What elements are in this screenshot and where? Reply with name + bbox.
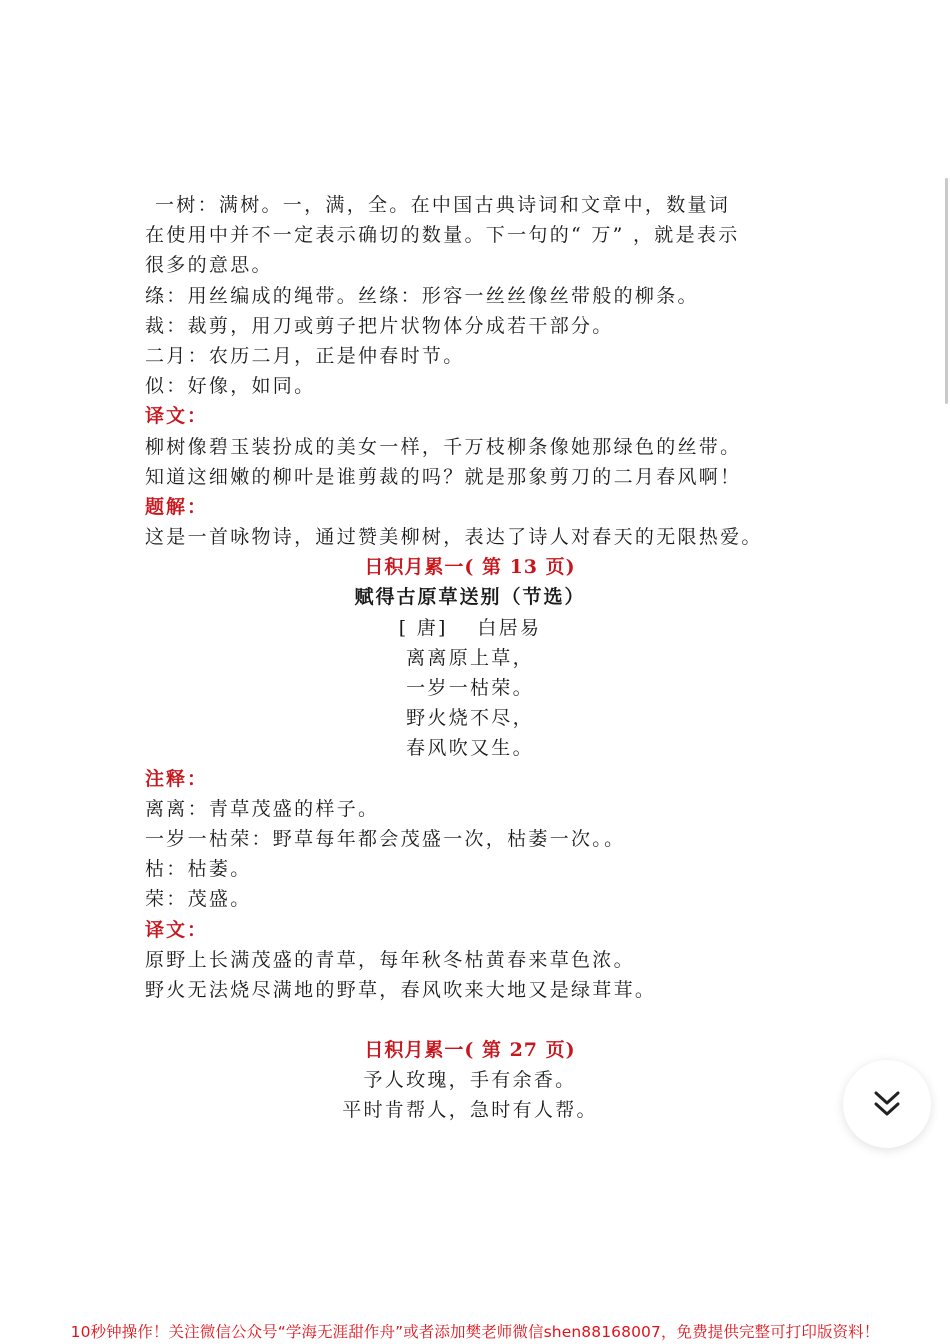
text-line: 似：好像，如同。 bbox=[145, 375, 316, 398]
poem-author: [ 唐] 白居易 bbox=[398, 616, 542, 639]
proverb-line: 予人玫瑰，手有余香。 bbox=[363, 1069, 577, 1092]
translation-line: 柳树像碧玉装扮成的美女一样，千万枝柳条像她那绿色的丝带。 bbox=[145, 435, 742, 458]
translation-line: 野火无法烧尽满地的野草，春风吹来大地又是绿茸茸。 bbox=[145, 978, 657, 1001]
poem-line: 春风吹又生。 bbox=[406, 737, 534, 760]
translation-label: 译文： bbox=[145, 918, 209, 941]
section-heading: 日积月累一( 第 27 页) bbox=[364, 1039, 576, 1062]
poem-line: 一岁一枯荣。 bbox=[406, 677, 534, 699]
analysis-line: 这是一首咏物诗，通过赞美柳树，表达了诗人对春天的无限热爱。 bbox=[145, 526, 763, 549]
note-line: 枯：枯萎。 bbox=[145, 858, 252, 881]
section-heading: 日积月累一( 第 13 页) bbox=[364, 556, 576, 579]
notes-label: 注释： bbox=[145, 767, 209, 790]
text-line: 二月：农历二月，正是仲春时节。 bbox=[145, 344, 465, 367]
text-line: 很多的意思。 bbox=[145, 254, 273, 277]
analysis-label: 题解： bbox=[145, 495, 209, 518]
text-line: 绦：用丝编成的绳带。丝绦：形容一丝丝像丝带般的柳条。 bbox=[145, 284, 699, 307]
translation-label: 译文： bbox=[145, 405, 209, 428]
proverb-line: 平时肯帮人，急时有人帮。 bbox=[342, 1099, 598, 1122]
spacer bbox=[145, 1005, 835, 1035]
text-line: 一树：满树。一，满，全。在中国古典诗词和文章中，数量词 bbox=[155, 194, 731, 216]
note-line: 离离：青草茂盛的样子。 bbox=[145, 797, 380, 820]
translation-line: 知道这细嫩的柳叶是谁剪裁的吗？就是那象剪刀的二月春风啊！ bbox=[145, 465, 742, 488]
scroll-down-button[interactable] bbox=[843, 1060, 931, 1148]
translation-line: 原野上长满茂盛的青草，每年秋冬枯黄春来草色浓。 bbox=[145, 948, 635, 971]
text-line: 裁：裁剪，用刀或剪子把片状物体分成若干部分。 bbox=[145, 314, 614, 337]
double-chevron-down-icon bbox=[870, 1087, 904, 1121]
note-line: 荣：茂盛。 bbox=[145, 888, 252, 911]
promo-footer: 10秒钟操作！关注微信公众号“学海无涯甜作舟”或者添加樊老师微信shen88168007，免费提供完整可打印版资料！ bbox=[70, 1323, 880, 1341]
poem-line: 野火烧不尽， bbox=[406, 707, 534, 730]
poem-title: 赋得古原草送别（节选） bbox=[354, 586, 586, 609]
note-line: 一岁一枯荣：野草每年都会茂盛一次，枯萎一次。。 bbox=[145, 827, 626, 850]
poem-line: 离离原上草， bbox=[406, 646, 534, 669]
text-line: 在使用中并不一定表示确切的数量。下一句的“ 万” ，就是表示 bbox=[145, 224, 740, 247]
scrollbar-thumb[interactable] bbox=[945, 178, 948, 404]
document-page bbox=[145, 190, 835, 1126]
